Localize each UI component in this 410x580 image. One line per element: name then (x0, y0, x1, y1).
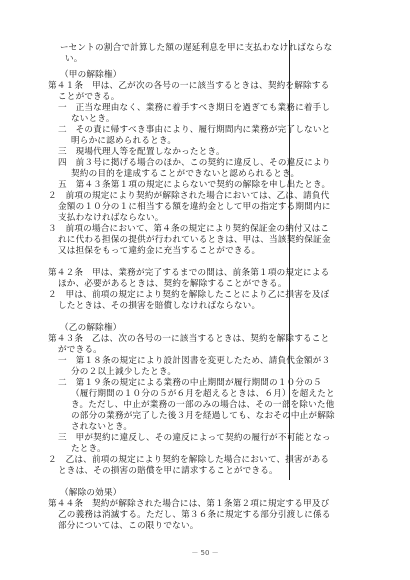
text-line: たとき。 (71, 444, 106, 454)
text-line: 三 現場代理人等を配置しなかったとき。 (58, 147, 225, 157)
text-line: 分の２以上減少したとき。 (71, 367, 177, 377)
text-line: （甲の解除権） (60, 70, 122, 80)
text-line: 明らかに認められるとき。 (71, 136, 177, 146)
text-line: 部分については、この限りでない。 (58, 521, 199, 531)
text-line: 乙の義務は消滅する。ただし、第３６条に規定する部分引渡しに係る (58, 510, 331, 520)
text-line: 四 前３号に掲げる場合のほか、この契約に違反し、その違反により (58, 158, 331, 168)
text-line: き。ただし、中止が業務の一部のみの場合は、その一部を除いた他 (71, 400, 335, 410)
text-line: ができる。 (58, 345, 102, 355)
text-line: 三 甲が契約に違反し、その違反によって契約の履行が不可能となっ (58, 433, 331, 443)
text-line: の部分の業務が完了した後３月を経過しても、なおその中止が解除 (71, 411, 335, 421)
text-line: （乙の解除権） (60, 323, 122, 333)
text-line: ことができる。 (58, 92, 120, 102)
text-line: ーセントの割合で計算した額の遅延利息を甲に支払わなければならな (60, 43, 333, 53)
text-line: 一 第１８条の規定により設計図書を変更したため、請負代金額が３ (58, 356, 331, 366)
text-line: 契約の目的を達成することができないと認められるとき。 (71, 169, 300, 179)
text-line: ２ 前項の規定により契約が解除された場合においては、乙は、請負代 (48, 191, 330, 201)
text-line: （履行期間の１０分の５が６月を超えるときは、６月）を超えたと (71, 389, 335, 399)
text-line: 第４１条 甲は、乙が次の各号の一に該当するときは、契約を解除する (48, 81, 330, 91)
text-line: 五 第４３条第１項の規定によらないで契約の解除を申し出たとき。 (58, 180, 331, 190)
text-line: 第４３条 乙は、次の各号の一に該当するときは、契約を解除すること (48, 334, 330, 344)
text-line: 二 その責に帰すべき事由により、履行期間内に業務が完了しないと (58, 125, 331, 135)
text-line: 支払わなければならない。 (58, 213, 164, 223)
text-line: 二 第１９条の規定による業務の中止期間が履行期間の１０分の５ (58, 378, 322, 388)
text-line: 第４４条 契約が解除された場合には、第１条第２項に規定する甲及び (48, 499, 330, 509)
text-line: 一 正当な理由なく、業務に着手すべき期日を過ぎても業務に着手し (58, 103, 331, 113)
text-line: 金額の１０分の１に相当する額を違約金として甲の指定する期間内に (58, 202, 331, 212)
text-line: い。 (65, 54, 83, 64)
text-line: （解除の効果） (60, 488, 122, 498)
text-line: ３ 前項の場合において、第４条の規定により契約保証金の納付又はこ (48, 224, 330, 234)
text-line: 又は担保をもって違約金に充当することができる。 (58, 246, 261, 256)
text-line: されないとき。 (71, 422, 133, 432)
text-line: ないとき。 (71, 114, 115, 124)
text-line: ほか、必要があるときは、契約を解除することができる。 (58, 279, 287, 289)
text-line: ２ 乙は、前項の規定により契約を解除した場合において、損害がある (48, 455, 330, 465)
page-number: － 50 － (191, 549, 219, 557)
text-line: ときは、その損害の賠償を甲に請求することができる。 (58, 466, 278, 476)
text-line: れに代わる担保の提供が行われているときは、甲は、当該契約保証金 (58, 235, 331, 245)
text-line: 第４２条 甲は、業務が完了するまでの間は、前条第１項の規定による (48, 268, 330, 278)
text-line: したときは、その損害を賠償しなければならない。 (58, 301, 261, 311)
text-line: ２ 甲は、前項の規定により契約を解除したことにより乙に損害を及ぼ (48, 290, 330, 300)
